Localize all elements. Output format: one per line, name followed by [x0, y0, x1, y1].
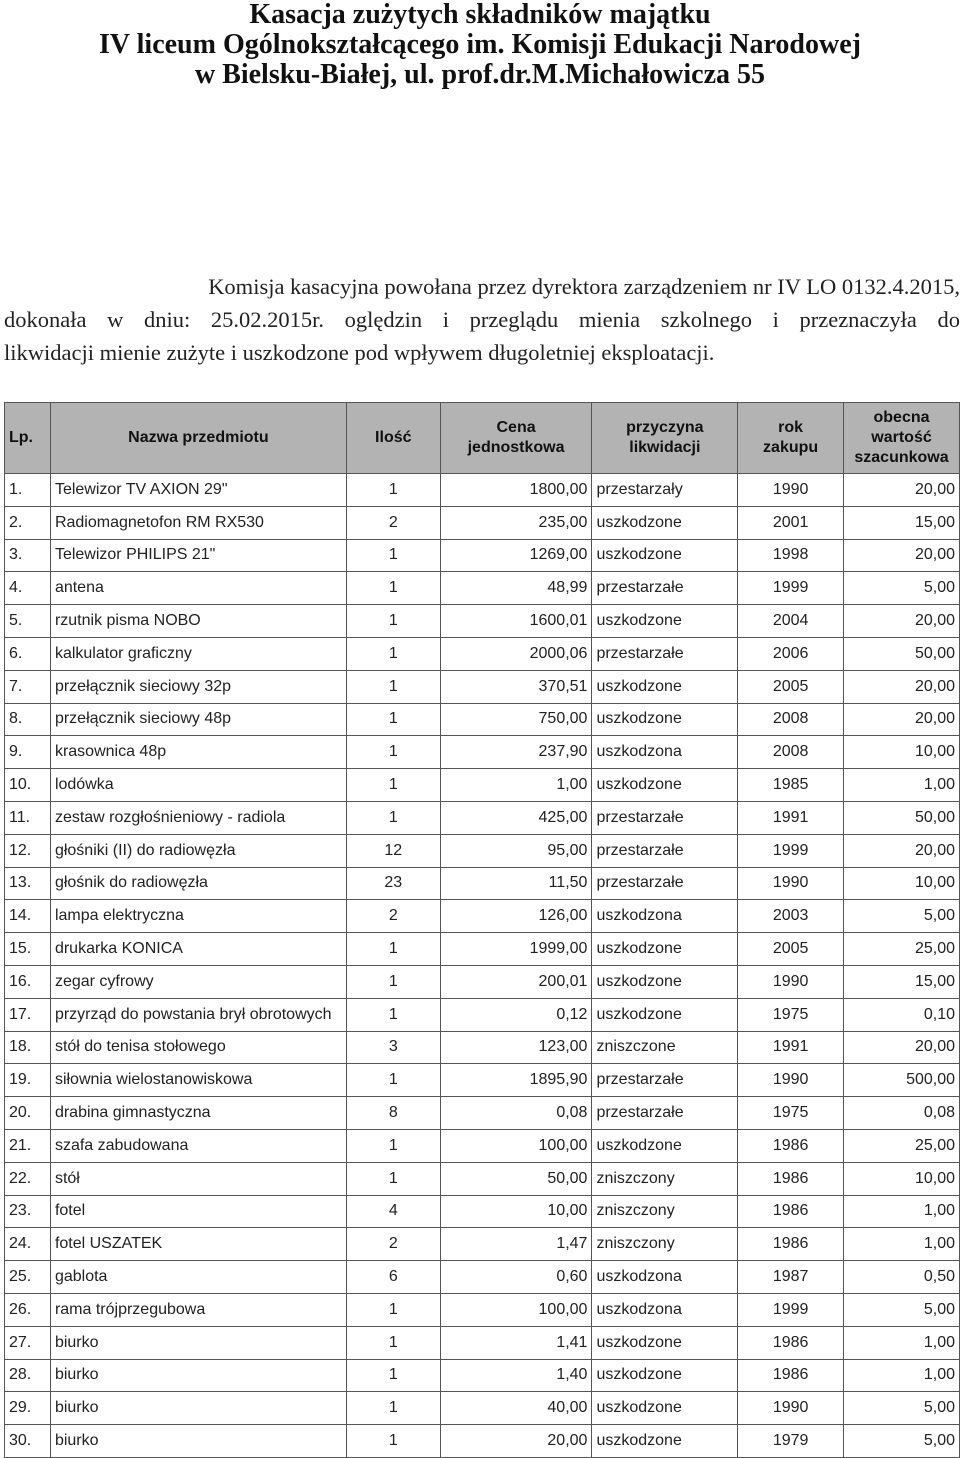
cell-reason: uszkodzone — [592, 506, 738, 539]
cell-name: zestaw rozgłośnieniowy - radiola — [50, 801, 346, 834]
header-price-line-1: Cena — [496, 419, 536, 436]
table-row — [5, 998, 960, 1031]
cell-year: 1990 — [738, 965, 844, 998]
cell-price: 100,00 — [440, 1129, 592, 1162]
table-row — [5, 1031, 960, 1064]
cell-price: 1600,01 — [440, 605, 592, 638]
cell-lp: 1. — [5, 474, 51, 507]
table-row — [5, 703, 960, 736]
cell-year: 1991 — [738, 801, 844, 834]
table-row — [5, 1392, 960, 1425]
cell-qty: 1 — [346, 998, 440, 1031]
cell-name: gablota — [50, 1261, 346, 1294]
cell-reason: uszkodzone — [592, 998, 738, 1031]
table-row — [5, 637, 960, 670]
cell-price: 1,40 — [440, 1359, 592, 1392]
cell-price: 2000,06 — [440, 637, 592, 670]
table-row — [5, 965, 960, 998]
cell-value: 0,50 — [844, 1261, 960, 1294]
cell-qty: 2 — [346, 900, 440, 933]
cell-year: 1999 — [738, 1293, 844, 1326]
cell-name: głośnik do radiowęzła — [50, 867, 346, 900]
table-row — [5, 769, 960, 802]
cell-year: 2003 — [738, 900, 844, 933]
cell-year: 2006 — [738, 637, 844, 670]
cell-name: siłownia wielostanowiskowa — [50, 1064, 346, 1097]
cell-lp: 21. — [5, 1129, 51, 1162]
cell-reason: przestarzałe — [592, 572, 738, 605]
cell-value: 1,00 — [844, 1359, 960, 1392]
cell-reason: przestarzałe — [592, 1064, 738, 1097]
cell-lp: 29. — [5, 1392, 51, 1425]
cell-price: 200,01 — [440, 965, 592, 998]
table-row — [5, 1129, 960, 1162]
title-line-3: w Bielsku-Białej, ul. prof.dr.M.Michałowicza 55 — [194, 59, 766, 90]
cell-value: 500,00 — [844, 1064, 960, 1097]
intro-paragraph — [4, 270, 960, 369]
cell-name: stół do tenisa stołowego — [50, 1031, 346, 1064]
table-row — [5, 801, 960, 834]
header-value-line-3: szacunkowa — [854, 449, 949, 466]
cell-qty: 1 — [346, 1129, 440, 1162]
cell-name: przełącznik sieciowy 32p — [50, 670, 346, 703]
cell-reason: uszkodzona — [592, 736, 738, 769]
cell-lp: 11. — [5, 801, 51, 834]
cell-price: 235,00 — [440, 506, 592, 539]
cell-value: 25,00 — [844, 1129, 960, 1162]
cell-name: kalkulator graficzny — [50, 637, 346, 670]
cell-qty: 1 — [346, 703, 440, 736]
cell-lp: 15. — [5, 933, 51, 966]
cell-year: 1986 — [738, 1162, 844, 1195]
table-row — [5, 736, 960, 769]
header-value-line-2: wartość — [871, 429, 932, 446]
table-row — [5, 1195, 960, 1228]
table-row — [5, 605, 960, 638]
cell-value: 50,00 — [844, 801, 960, 834]
cell-price: 1269,00 — [440, 539, 592, 572]
cell-year: 1975 — [738, 998, 844, 1031]
cell-year: 1990 — [738, 1392, 844, 1425]
cell-qty: 1 — [346, 1293, 440, 1326]
cell-value: 15,00 — [844, 506, 960, 539]
cell-year: 1986 — [738, 1359, 844, 1392]
table-row — [5, 670, 960, 703]
cell-year: 1990 — [738, 1064, 844, 1097]
cell-name: biurko — [50, 1425, 346, 1458]
cell-reason: uszkodzone — [592, 539, 738, 572]
cell-reason: uszkodzone — [592, 605, 738, 638]
cell-name: lodówka — [50, 769, 346, 802]
cell-name: drabina gimnastyczna — [50, 1097, 346, 1130]
cell-year: 1999 — [738, 572, 844, 605]
cell-reason: uszkodzone — [592, 1392, 738, 1425]
cell-name: rzutnik pisma NOBO — [50, 605, 346, 638]
cell-name: fotel USZATEK — [50, 1228, 346, 1261]
cell-value: 10,00 — [844, 736, 960, 769]
cell-year: 1987 — [738, 1261, 844, 1294]
cell-qty: 4 — [346, 1195, 440, 1228]
table-row — [5, 1097, 960, 1130]
table-row — [5, 1162, 960, 1195]
cell-year: 2008 — [738, 703, 844, 736]
cell-year: 1991 — [738, 1031, 844, 1064]
cell-value: 50,00 — [844, 637, 960, 670]
header-year-line-1: rok — [778, 419, 804, 436]
table-row — [5, 834, 960, 867]
cell-name: głośniki (II) do radiowęzła — [50, 834, 346, 867]
table-body — [5, 474, 960, 1458]
header-qty: Ilość — [346, 403, 440, 474]
header-price — [440, 403, 592, 474]
cell-value: 20,00 — [844, 1031, 960, 1064]
cell-value: 15,00 — [844, 965, 960, 998]
cell-value: 5,00 — [844, 900, 960, 933]
cell-qty: 2 — [346, 506, 440, 539]
cell-qty: 1 — [346, 1326, 440, 1359]
cell-lp: 9. — [5, 736, 51, 769]
cell-year: 1990 — [738, 867, 844, 900]
cell-name: Radiomagnetofon RM RX530 — [50, 506, 346, 539]
cell-lp: 17. — [5, 998, 51, 1031]
cell-price: 10,00 — [440, 1195, 592, 1228]
cell-price: 0,08 — [440, 1097, 592, 1130]
cell-lp: 14. — [5, 900, 51, 933]
cell-year: 1986 — [738, 1326, 844, 1359]
cell-reason: zniszczony — [592, 1162, 738, 1195]
table-row — [5, 867, 960, 900]
cell-lp: 18. — [5, 1031, 51, 1064]
cell-name: biurko — [50, 1392, 346, 1425]
cell-qty: 1 — [346, 539, 440, 572]
cell-year: 1986 — [738, 1228, 844, 1261]
cell-price: 1,41 — [440, 1326, 592, 1359]
cell-lp: 10. — [5, 769, 51, 802]
table-row — [5, 1293, 960, 1326]
cell-year: 1990 — [738, 474, 844, 507]
title-line-2: IV liceum Ogólnokształcącego im. Komisji Edukacji Narodowej — [99, 29, 861, 60]
document-title — [0, 0, 960, 90]
cell-qty: 1 — [346, 801, 440, 834]
header-reason-line-2: likwidacji — [629, 439, 701, 456]
table-row — [5, 572, 960, 605]
intro-line-2: dokonała w dniu: 25.02.2015r. oględzin i przeglądu mienia szkolnego i przeznaczyła do — [4, 307, 960, 332]
cell-name: drukarka KONICA — [50, 933, 346, 966]
cell-price: 0,12 — [440, 998, 592, 1031]
cell-qty: 1 — [346, 1162, 440, 1195]
table-row — [5, 474, 960, 507]
cell-lp: 28. — [5, 1359, 51, 1392]
cell-qty: 1 — [346, 637, 440, 670]
cell-price: 20,00 — [440, 1425, 592, 1458]
cell-value: 1,00 — [844, 1326, 960, 1359]
cell-reason: zniszczony — [592, 1228, 738, 1261]
cell-lp: 19. — [5, 1064, 51, 1097]
cell-name: antena — [50, 572, 346, 605]
cell-year: 2005 — [738, 933, 844, 966]
cell-lp: 7. — [5, 670, 51, 703]
cell-price: 1800,00 — [440, 474, 592, 507]
cell-value: 20,00 — [844, 703, 960, 736]
cell-lp: 23. — [5, 1195, 51, 1228]
cell-reason: uszkodzone — [592, 933, 738, 966]
cell-reason: uszkodzone — [592, 1425, 738, 1458]
cell-reason: przestarzałe — [592, 834, 738, 867]
cell-value: 1,00 — [844, 1228, 960, 1261]
cell-name: przełącznik sieciowy 48p — [50, 703, 346, 736]
cell-value: 5,00 — [844, 1293, 960, 1326]
cell-reason: uszkodzone — [592, 703, 738, 736]
cell-qty: 8 — [346, 1097, 440, 1130]
table-row — [5, 1261, 960, 1294]
cell-lp: 5. — [5, 605, 51, 638]
table-row — [5, 1064, 960, 1097]
cell-year: 1979 — [738, 1425, 844, 1458]
cell-reason: przestarzałe — [592, 867, 738, 900]
cell-qty: 1 — [346, 1359, 440, 1392]
cell-qty: 3 — [346, 1031, 440, 1064]
cell-price: 123,00 — [440, 1031, 592, 1064]
table-row — [5, 933, 960, 966]
cell-year: 2001 — [738, 506, 844, 539]
cell-name: krasownica 48p — [50, 736, 346, 769]
cell-value: 5,00 — [844, 1392, 960, 1425]
cell-price: 750,00 — [440, 703, 592, 736]
cell-reason: uszkodzone — [592, 670, 738, 703]
table-row — [5, 900, 960, 933]
cell-price: 100,00 — [440, 1293, 592, 1326]
cell-lp: 24. — [5, 1228, 51, 1261]
cell-year: 1985 — [738, 769, 844, 802]
cell-reason: uszkodzone — [592, 1129, 738, 1162]
cell-name: szafa zabudowana — [50, 1129, 346, 1162]
cell-qty: 1 — [346, 605, 440, 638]
cell-qty: 6 — [346, 1261, 440, 1294]
cell-lp: 22. — [5, 1162, 51, 1195]
header-price-line-2: jednostkowa — [467, 439, 565, 456]
cell-price: 50,00 — [440, 1162, 592, 1195]
cell-qty: 1 — [346, 1392, 440, 1425]
cell-lp: 8. — [5, 703, 51, 736]
cell-value: 25,00 — [844, 933, 960, 966]
cell-reason: uszkodzone — [592, 1326, 738, 1359]
header-lp: Lp. — [5, 403, 51, 474]
cell-year: 1986 — [738, 1195, 844, 1228]
cell-price: 40,00 — [440, 1392, 592, 1425]
cell-reason: uszkodzona — [592, 1293, 738, 1326]
cell-value: 0,08 — [844, 1097, 960, 1130]
header-value-line-1: obecna — [873, 409, 930, 426]
cell-reason: zniszczony — [592, 1195, 738, 1228]
cell-value: 20,00 — [844, 539, 960, 572]
table-row — [5, 1326, 960, 1359]
cell-price: 237,90 — [440, 736, 592, 769]
cell-qty: 2 — [346, 1228, 440, 1261]
cell-reason: zniszczone — [592, 1031, 738, 1064]
cell-lp: 26. — [5, 1293, 51, 1326]
cell-reason: przestarzałe — [592, 637, 738, 670]
cell-year: 2008 — [738, 736, 844, 769]
cell-price: 126,00 — [440, 900, 592, 933]
cell-lp: 6. — [5, 637, 51, 670]
table-row — [5, 506, 960, 539]
cell-price: 1,00 — [440, 769, 592, 802]
cell-price: 370,51 — [440, 670, 592, 703]
cell-lp: 16. — [5, 965, 51, 998]
cell-name: lampa elektryczna — [50, 900, 346, 933]
cell-value: 20,00 — [844, 605, 960, 638]
cell-value: 10,00 — [844, 1162, 960, 1195]
cell-value: 10,00 — [844, 867, 960, 900]
cell-value: 20,00 — [844, 474, 960, 507]
cell-year: 1998 — [738, 539, 844, 572]
cell-qty: 23 — [346, 867, 440, 900]
cell-lp: 3. — [5, 539, 51, 572]
cell-name: Telewizor TV AXION 29" — [50, 474, 346, 507]
cell-reason: uszkodzone — [592, 1359, 738, 1392]
cell-name: biurko — [50, 1326, 346, 1359]
cell-qty: 12 — [346, 834, 440, 867]
cell-price: 425,00 — [440, 801, 592, 834]
intro-line-1: Komisja kasacyjna powołana przez dyrektora zarządzeniem nr IV LO 0132.4.2015, — [208, 274, 960, 299]
table-row — [5, 1359, 960, 1392]
cell-price: 11,50 — [440, 867, 592, 900]
cell-year: 1975 — [738, 1097, 844, 1130]
header-year — [738, 403, 844, 474]
table-row — [5, 1228, 960, 1261]
cell-qty: 1 — [346, 474, 440, 507]
cell-name: biurko — [50, 1359, 346, 1392]
liquidation-table — [4, 402, 960, 1458]
cell-lp: 20. — [5, 1097, 51, 1130]
cell-name: rama trójprzegubowa — [50, 1293, 346, 1326]
cell-name: zegar cyfrowy — [50, 965, 346, 998]
cell-name: stół — [50, 1162, 346, 1195]
cell-value: 5,00 — [844, 572, 960, 605]
cell-qty: 1 — [346, 670, 440, 703]
cell-reason: uszkodzone — [592, 965, 738, 998]
cell-price: 1895,90 — [440, 1064, 592, 1097]
cell-qty: 1 — [346, 572, 440, 605]
cell-year: 2004 — [738, 605, 844, 638]
cell-qty: 1 — [346, 933, 440, 966]
header-name: Nazwa przedmiotu — [50, 403, 346, 474]
cell-value: 0,10 — [844, 998, 960, 1031]
cell-lp: 12. — [5, 834, 51, 867]
cell-value: 20,00 — [844, 670, 960, 703]
header-year-line-2: zakupu — [763, 439, 819, 456]
cell-year: 2005 — [738, 670, 844, 703]
cell-price: 1999,00 — [440, 933, 592, 966]
cell-price: 0,60 — [440, 1261, 592, 1294]
cell-value: 5,00 — [844, 1425, 960, 1458]
header-reason — [592, 403, 738, 474]
cell-reason: uszkodzona — [592, 1261, 738, 1294]
cell-name: fotel — [50, 1195, 346, 1228]
cell-name: Telewizor PHILIPS 21" — [50, 539, 346, 572]
cell-qty: 1 — [346, 1425, 440, 1458]
cell-price: 95,00 — [440, 834, 592, 867]
cell-name: przyrząd do powstania brył obrotowych — [50, 998, 346, 1031]
cell-price: 1,47 — [440, 1228, 592, 1261]
cell-reason: uszkodzona — [592, 900, 738, 933]
cell-lp: 13. — [5, 867, 51, 900]
title-line-1: Kasacja zużytych składników majątku — [249, 0, 711, 30]
cell-lp: 30. — [5, 1425, 51, 1458]
cell-qty: 1 — [346, 736, 440, 769]
cell-reason: przestarzałe — [592, 1097, 738, 1130]
cell-price: 48,99 — [440, 572, 592, 605]
cell-lp: 4. — [5, 572, 51, 605]
header-value — [844, 403, 960, 474]
cell-year: 1999 — [738, 834, 844, 867]
cell-year: 1986 — [738, 1129, 844, 1162]
table-row — [5, 1425, 960, 1458]
table-row — [5, 539, 960, 572]
cell-value: 1,00 — [844, 769, 960, 802]
intro-line-3: likwidacji mienie zużyte i uszkodzone pod wpływem długoletniej eksploatacji. — [4, 340, 715, 365]
cell-lp: 27. — [5, 1326, 51, 1359]
table-header-row — [5, 403, 960, 474]
cell-reason: uszkodzone — [592, 769, 738, 802]
cell-value: 20,00 — [844, 834, 960, 867]
cell-qty: 1 — [346, 769, 440, 802]
cell-qty: 1 — [346, 1064, 440, 1097]
cell-value: 1,00 — [844, 1195, 960, 1228]
cell-qty: 1 — [346, 965, 440, 998]
cell-lp: 25. — [5, 1261, 51, 1294]
cell-reason: przestarzały — [592, 474, 738, 507]
cell-reason: przestarzałe — [592, 801, 738, 834]
header-reason-line-1: przyczyna — [626, 419, 704, 436]
cell-lp: 2. — [5, 506, 51, 539]
